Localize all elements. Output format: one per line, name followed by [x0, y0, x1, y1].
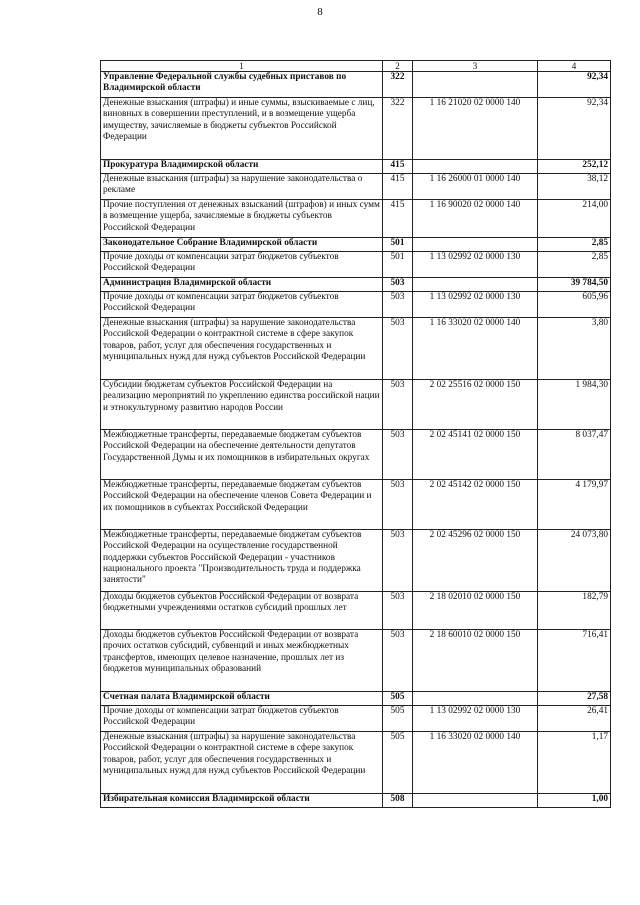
row-code-cell: 505: [383, 732, 413, 794]
row-amount-cell: 92,34: [538, 98, 611, 160]
row-kbk-cell: 2 02 45296 02 0000 150: [413, 530, 538, 592]
row-name-cell: Прочие поступления от денежных взысканий (штрафов) и иных сумм в возмещение ущерба, зачисляемые в бюджеты субъектов Российской Федерации: [101, 200, 383, 238]
row-amount-cell: 4 179,97: [538, 480, 611, 530]
table-row: [101, 98, 611, 160]
row-kbk-cell: [413, 278, 538, 292]
row-amount-cell: 38,12: [538, 174, 611, 200]
row-name-cell: Доходы бюджетов субъектов Российской Федерации от возврата бюджетными учреждениями остатков субсидий прошлых лет: [101, 592, 383, 630]
row-code-cell: 501: [383, 252, 413, 278]
row-code-cell: 503: [383, 592, 413, 630]
row-amount-cell: 2,85: [538, 252, 611, 278]
table-row: [101, 252, 611, 278]
table-row: [101, 630, 611, 692]
column-header: 2: [383, 61, 413, 72]
row-name-cell: Субсидии бюджетам субъектов Российской Федерации на реализацию мероприятий по укреплению единства российской нации и этнокультурному развитию народов России: [101, 380, 383, 430]
row-code-cell: 503: [383, 630, 413, 692]
row-name-cell: Прокуратура Владимирской области: [101, 160, 383, 174]
row-name-cell: Избирательная комиссия Владимирской области: [101, 794, 383, 808]
row-name-cell: Денежные взыскания (штрафы) за нарушение законодательства Российской Федерации о контрактной системе в сфере закупок товаров, работ, услуг для обеспечения государственных и муниципальных нужд для нужд субъектов Российской Федерации: [101, 318, 383, 380]
row-kbk-cell: 2 02 25516 02 0000 150: [413, 380, 538, 430]
column-header: 3: [413, 61, 538, 72]
row-amount-cell: 605,96: [538, 292, 611, 318]
row-kbk-cell: [413, 238, 538, 252]
table-row: [101, 380, 611, 430]
table-row: [101, 530, 611, 592]
row-code-cell: 501: [383, 238, 413, 252]
row-name-cell: Прочие доходы от компенсации затрат бюджетов субъектов Российской Федерации: [101, 292, 383, 318]
table-group-row: [101, 692, 611, 706]
row-amount-cell: 8 037,47: [538, 430, 611, 480]
row-name-cell: Денежные взыскания (штрафы) и иные суммы, взыскиваемые с лиц, виновных в совершении преступлений, и в возмещение ущерба имуществу, зачисляемые в бюджеты субъектов Российской Федерации: [101, 98, 383, 160]
row-name-cell: Межбюджетные трансферты, передаваемые бюджетам субъектов Российской Федерации на обеспечение членов Совета Федерации и их помощников в субъектах Российской Федерации: [101, 480, 383, 530]
row-kbk-cell: 2 18 60010 02 0000 150: [413, 630, 538, 692]
row-name-cell: Доходы бюджетов субъектов Российской Федерации от возврата прочих остатков субсидий, субвенций и иных межбюджетных трансфертов, имеющих целевое назначение, прошлых лет из бюджетов муниципальных образований: [101, 630, 383, 692]
row-kbk-cell: 1 13 02992 02 0000 130: [413, 706, 538, 732]
table-row: [101, 200, 611, 238]
row-amount-cell: 1 984,30: [538, 380, 611, 430]
row-amount-cell: 26,41: [538, 706, 611, 732]
table-row: [101, 706, 611, 732]
row-name-cell: Администрация Владимирской области: [101, 278, 383, 292]
table-group-row: [101, 160, 611, 174]
table-row: [101, 292, 611, 318]
table-row: [101, 430, 611, 480]
row-code-cell: 503: [383, 292, 413, 318]
row-code-cell: 505: [383, 692, 413, 706]
table-row: [101, 592, 611, 630]
table-header-row: [101, 61, 611, 72]
row-name-cell: Межбюджетные трансферты, передаваемые бюджетам субъектов Российской Федерации на осуществление государственной поддержки субъектов Российской Федерации - участников национального проекта "Производительность труда и поддержка занятости": [101, 530, 383, 592]
row-amount-cell: 3,80: [538, 318, 611, 380]
row-kbk-cell: 1 16 90020 02 0000 140: [413, 200, 538, 238]
table-row: [101, 480, 611, 530]
page-number: 8: [317, 6, 323, 18]
row-kbk-cell: [413, 72, 538, 98]
row-kbk-cell: 2 02 45142 02 0000 150: [413, 480, 538, 530]
row-amount-cell: 92,34: [538, 72, 611, 98]
table-group-row: [101, 794, 611, 808]
revenue-table: [100, 60, 611, 808]
row-code-cell: 415: [383, 174, 413, 200]
table-row: [101, 318, 611, 380]
row-name-cell: Прочие доходы от компенсации затрат бюджетов субъектов Российской Федерации: [101, 706, 383, 732]
row-code-cell: 503: [383, 278, 413, 292]
row-amount-cell: 1,17: [538, 732, 611, 794]
table-group-row: [101, 72, 611, 98]
row-code-cell: 508: [383, 794, 413, 808]
table-row: [101, 732, 611, 794]
row-name-cell: Счетная палата Владимирской области: [101, 692, 383, 706]
row-name-cell: Законодательное Собрание Владимирской области: [101, 238, 383, 252]
row-kbk-cell: [413, 692, 538, 706]
row-kbk-cell: 1 16 21020 02 0000 140: [413, 98, 538, 160]
row-amount-cell: 24 073,80: [538, 530, 611, 592]
row-name-cell: Денежные взыскания (штрафы) за нарушение законодательства Российской Федерации о контрактной системе в сфере закупок товаров, работ, услуг для обеспечения государственных и муниципальных нужд для нужд субъектов Российской Федерации: [101, 732, 383, 794]
row-kbk-cell: [413, 794, 538, 808]
row-name-cell: Денежные взыскания (штрафы) за нарушение законодательства о рекламе: [101, 174, 383, 200]
row-code-cell: 505: [383, 706, 413, 732]
row-amount-cell: 716,41: [538, 630, 611, 692]
table-group-row: [101, 238, 611, 252]
row-kbk-cell: 1 16 33020 02 0000 140: [413, 318, 538, 380]
row-code-cell: 503: [383, 380, 413, 430]
column-header: 4: [538, 61, 611, 72]
row-kbk-cell: [413, 160, 538, 174]
row-amount-cell: 252,12: [538, 160, 611, 174]
row-name-cell: Управление Федеральной службы судебных приставов по Владимирской области: [101, 72, 383, 98]
row-kbk-cell: 2 02 45141 02 0000 150: [413, 430, 538, 480]
table-group-row: [101, 278, 611, 292]
column-header: 1: [101, 61, 383, 72]
row-amount-cell: 2,85: [538, 238, 611, 252]
row-amount-cell: 182,79: [538, 592, 611, 630]
row-code-cell: 322: [383, 72, 413, 98]
row-amount-cell: 214,00: [538, 200, 611, 238]
row-code-cell: 503: [383, 530, 413, 592]
row-name-cell: Межбюджетные трансферты, передаваемые бюджетам субъектов Российской Федерации на обеспечение деятельности депутатов Государственной Думы и их помощников в избирательных округах: [101, 430, 383, 480]
row-kbk-cell: 1 13 02992 02 0000 130: [413, 252, 538, 278]
row-code-cell: 415: [383, 200, 413, 238]
row-kbk-cell: 1 16 26000 01 0000 140: [413, 174, 538, 200]
row-kbk-cell: 1 13 02992 02 0000 130: [413, 292, 538, 318]
row-code-cell: 415: [383, 160, 413, 174]
row-kbk-cell: 2 18 02010 02 0000 150: [413, 592, 538, 630]
row-amount-cell: 1,00: [538, 794, 611, 808]
row-name-cell: Прочие доходы от компенсации затрат бюджетов субъектов Российской Федерации: [101, 252, 383, 278]
row-kbk-cell: 1 16 33020 02 0000 140: [413, 732, 538, 794]
row-amount-cell: 39 784,50: [538, 278, 611, 292]
row-code-cell: 503: [383, 480, 413, 530]
row-code-cell: 503: [383, 318, 413, 380]
row-code-cell: 503: [383, 430, 413, 480]
row-code-cell: 322: [383, 98, 413, 160]
row-amount-cell: 27,58: [538, 692, 611, 706]
table-row: [101, 174, 611, 200]
